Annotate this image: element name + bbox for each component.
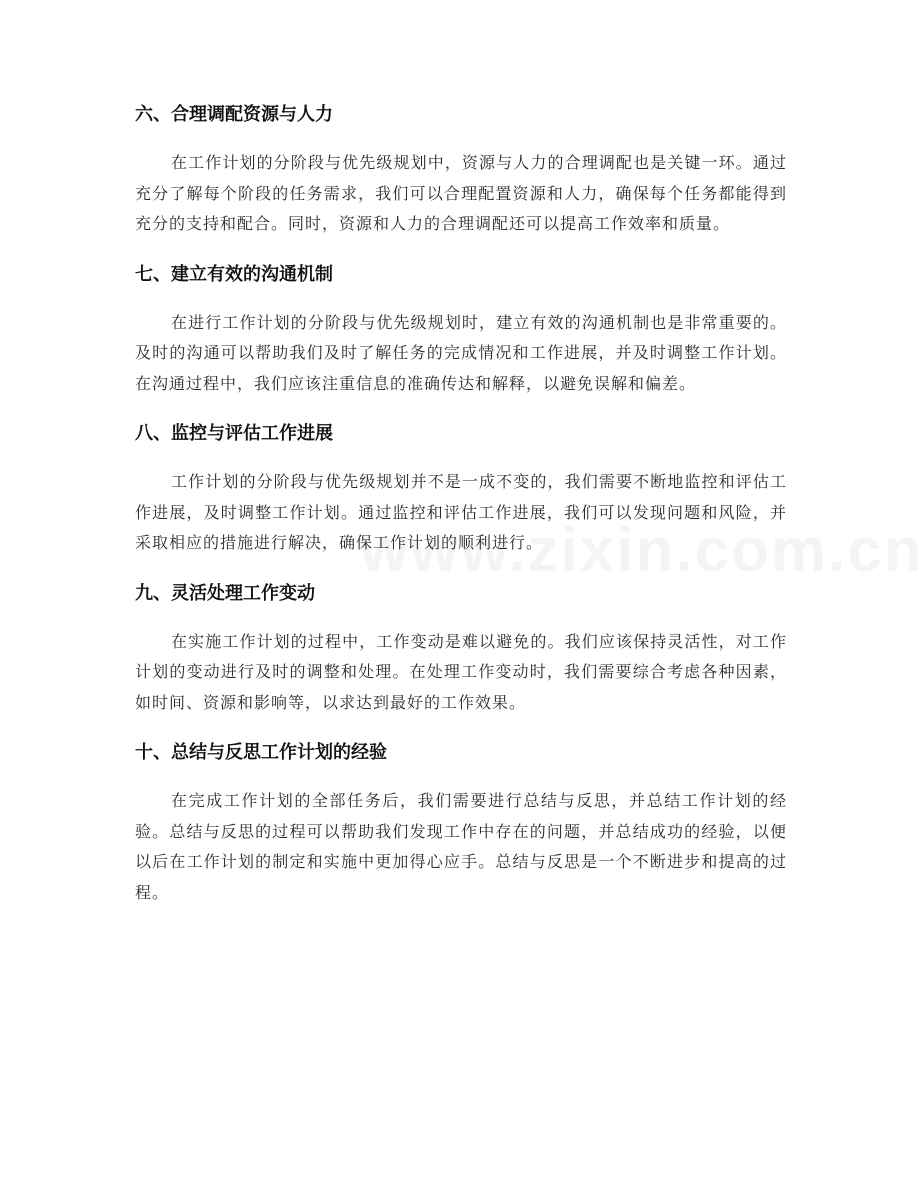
section-10 — [135, 740, 787, 908]
section-9 — [135, 581, 787, 719]
section-8 — [135, 421, 787, 559]
section-heading: 八、监控与评估工作进展 — [135, 423, 333, 444]
section-paragraph: 在进行工作计划的分阶段与优先级规划时，建立有效的沟通机制也是非常重要的。及时的沟通可以帮助我们及时了解任务的完成情况和工作进展，并及时调整工作计划。在沟通过程中，我们应该注重信息的准确传达和解释，以避免误解和偏差。 — [135, 312, 787, 393]
section-6 — [135, 102, 787, 240]
section-paragraph: 在完成工作计划的全部任务后，我们需要进行总结与反思，并总结工作计划的经验。总结与反思的过程可以帮助我们发现工作中存在的问题，并总结成功的经验，以便以后在工作计划的制定和实施中更加得心应手。总结与反思是一个不断进步和提高的过程。 — [135, 791, 787, 902]
document-body — [135, 102, 787, 930]
section-heading: 六、合理调配资源与人力 — [135, 104, 333, 125]
section-paragraph: 工作计划的分阶段与优先级规划并不是一成不变的，我们需要不断地监控和评估工作进展，及时调整工作计划。通过监控和评估工作进展，我们可以发现问题和风险，并采取相应的措施进行解决，确保工作计划的顺利进行。 — [135, 472, 787, 552]
section-heading: 七、建立有效的沟通机制 — [135, 263, 333, 285]
section-heading: 十、总结与反思工作计划的经验 — [135, 742, 387, 763]
section-paragraph: 在工作计划的分阶段与优先级规划中，资源与人力的合理调配也是关键一环。通过充分了解每个阶段的任务需求，我们可以合理配置资源和人力，确保每个任务都能得到充分的支持和配合。同时，资源和人力的合理调配还可以提高工作效率和质量。 — [135, 153, 787, 233]
section-paragraph: 在实施工作计划的过程中，工作变动是难以避免的。我们应该保持灵活性，对工作计划的变动进行及时的调整和处理。在处理工作变动时，我们需要综合考虑各种因素，如时间、资源和影响等，以求达到最好的工作效果。 — [135, 631, 787, 712]
section-heading: 九、灵活处理工作变动 — [135, 582, 315, 604]
section-7 — [135, 262, 787, 400]
